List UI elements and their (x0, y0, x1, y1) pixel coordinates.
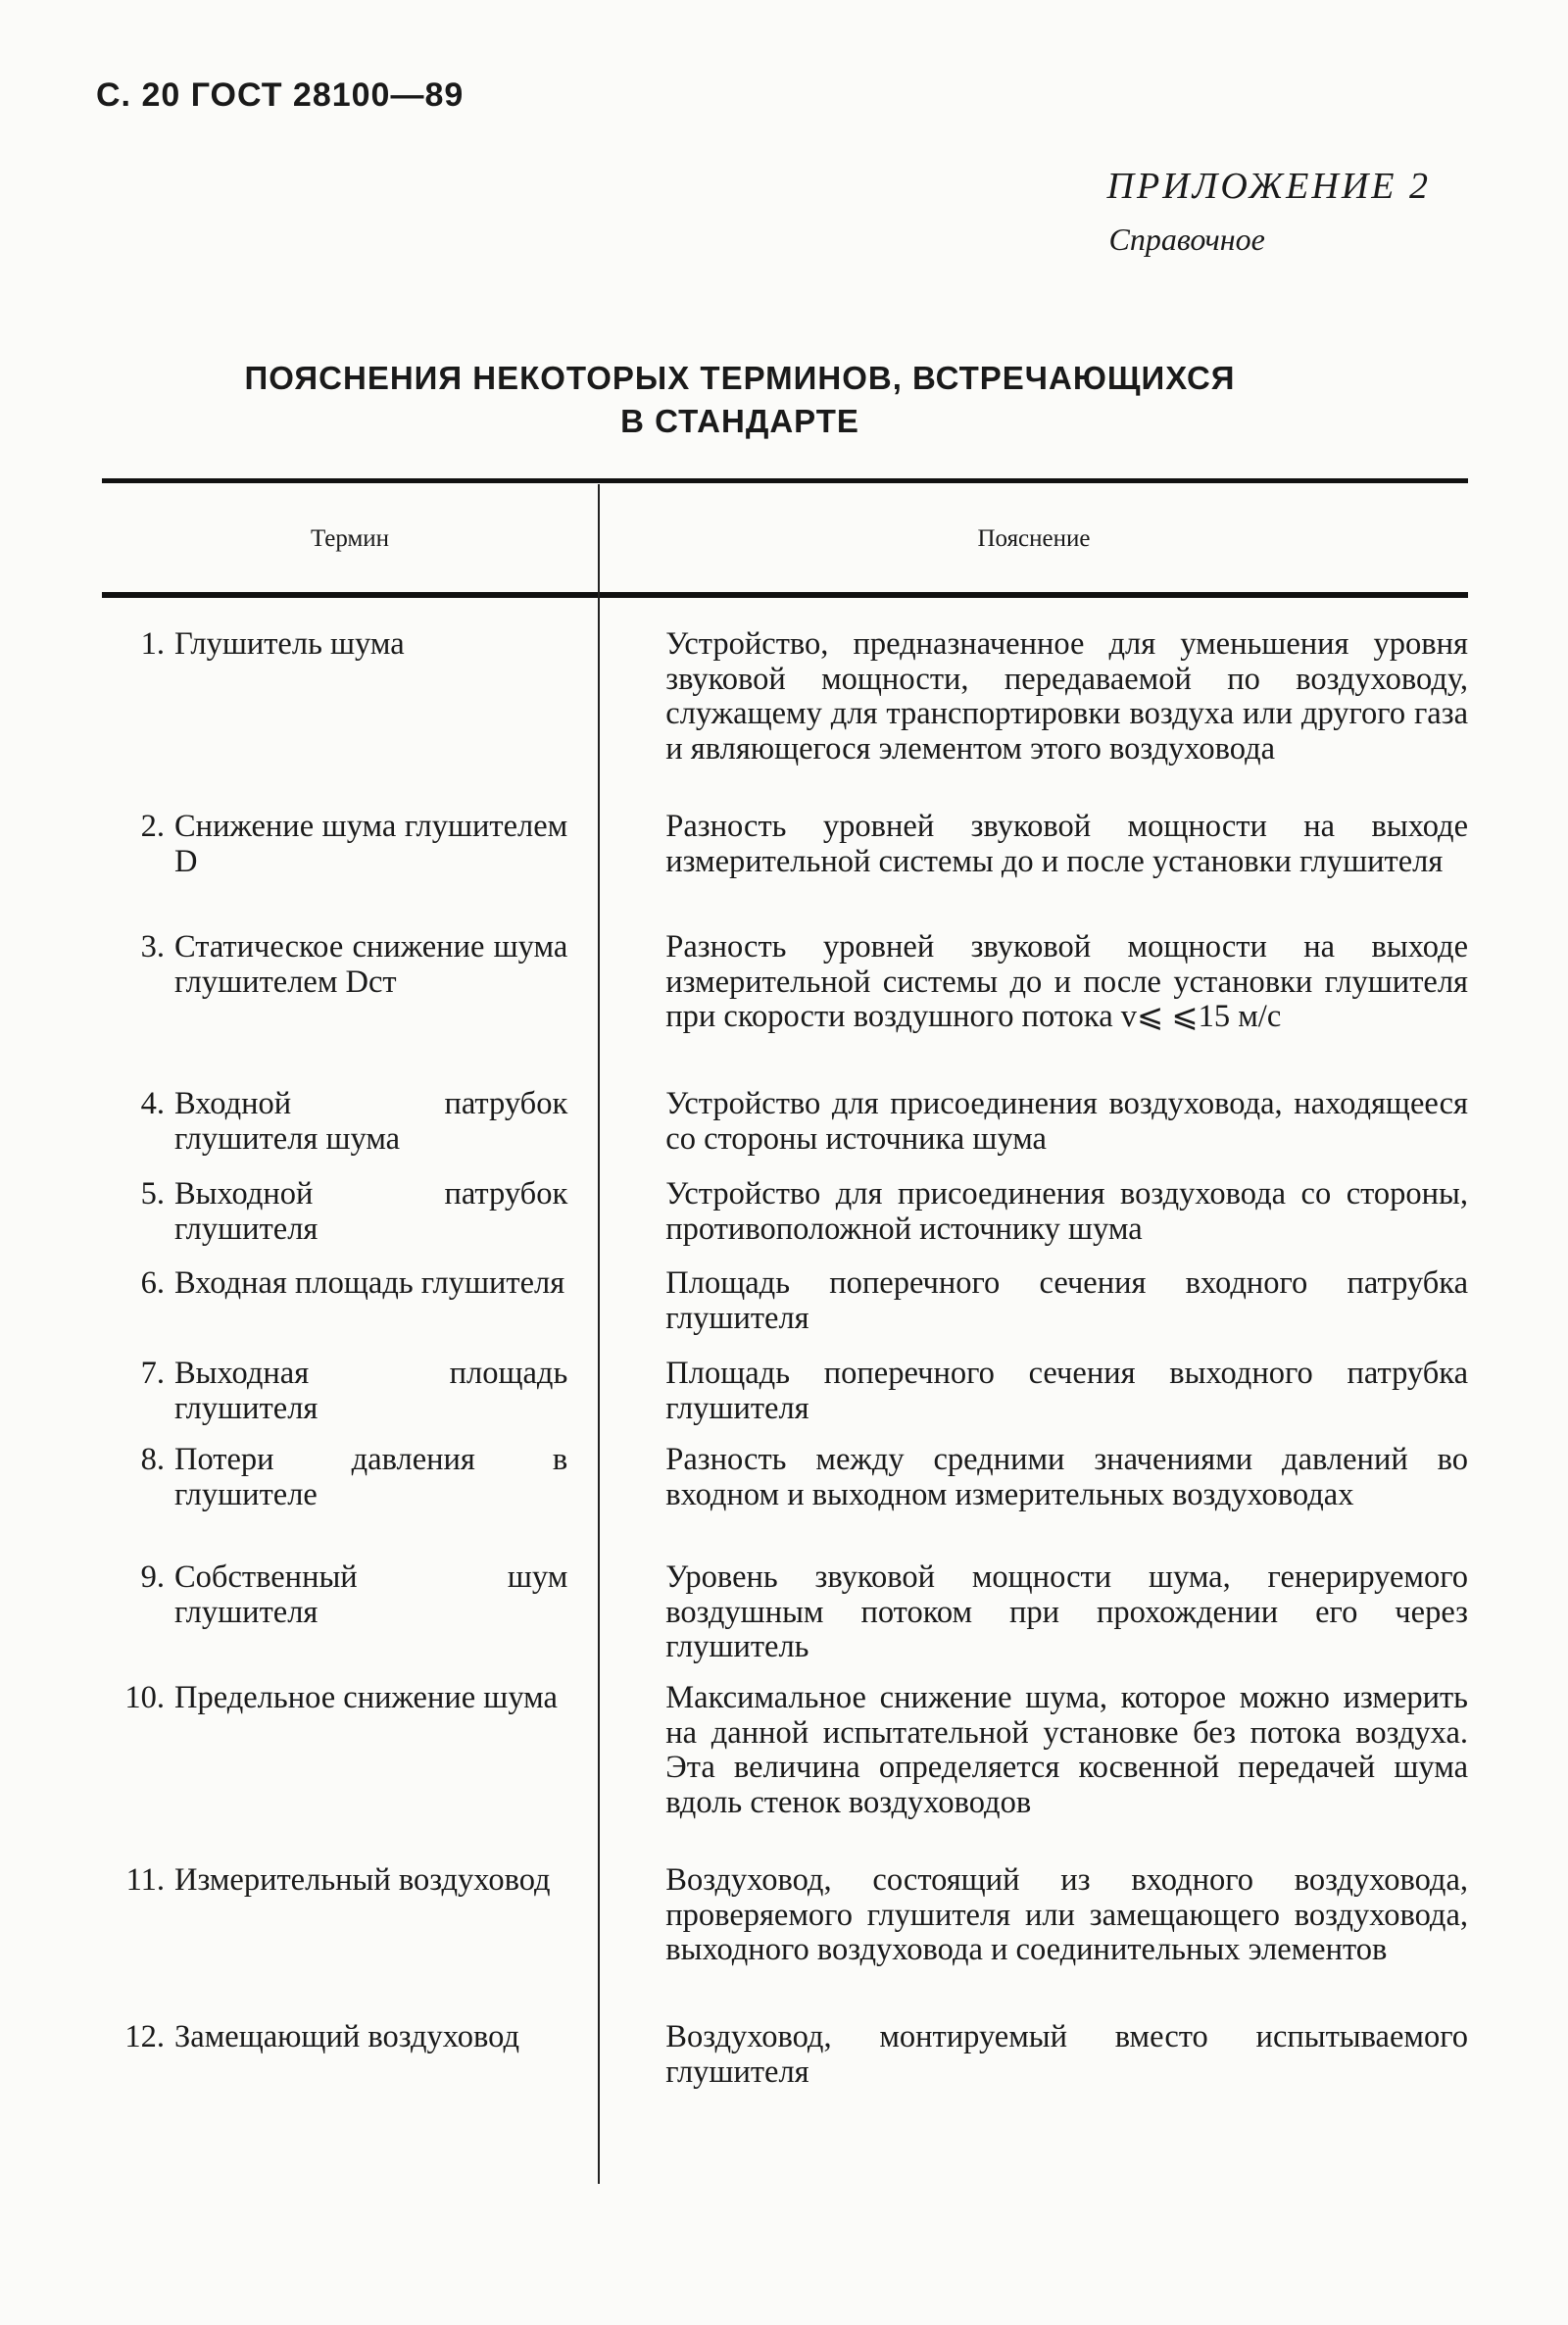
explanation-text: Устройство для присоединения воздуховода со стороны, противоположной источнику шума (665, 1176, 1468, 1247)
table-row (102, 627, 1468, 810)
explanation-cell (665, 2020, 1468, 2090)
term-cell (102, 1560, 597, 1630)
explanation-cell (665, 1087, 1468, 1157)
term-text: Выходная площадь глушителя (174, 1356, 568, 1426)
term-number: 10. (124, 1680, 165, 1715)
term-number: 1. (140, 626, 165, 662)
term-cell (102, 2020, 597, 2055)
terms-table-body (102, 627, 1468, 2108)
explanation-text: Разность уровней звуковой мощности на выходе измерительной системы до и после установки глушителя (665, 809, 1468, 879)
term-number: 4. (140, 1086, 165, 1121)
explanation-text: Разность между средними значениями давлений во входном и выходном измерительных воздуховодах (665, 1442, 1468, 1512)
table-row (102, 1177, 1468, 1266)
term-number: 12. (124, 2019, 165, 2054)
term-text: Собственный шум глушителя (174, 1559, 568, 1630)
term-text: Входной патрубок глушителя шума (174, 1086, 568, 1157)
explanation-text: Площадь поперечного сечения выходного патрубка глушителя (665, 1356, 1468, 1426)
explanation-text: Разность уровней звуковой мощности на выходе измерительной системы до и после установки глушителя при скорости воздушного потока v⩽ ⩽15 м/с (665, 929, 1468, 1034)
appendix-block (1107, 165, 1431, 258)
table-top-rule (102, 478, 1468, 483)
term-cell (102, 930, 597, 1000)
explanation-cell (665, 1863, 1468, 1968)
term-cell (102, 627, 597, 663)
explanation-text: Уровень звуковой мощности шума, генерируемого воздушным потоком при прохождении его через глушитель (665, 1559, 1468, 1664)
table-row (102, 1266, 1468, 1357)
table-row (102, 2020, 1468, 2108)
term-number: 8. (140, 1442, 165, 1477)
explanation-cell (665, 1681, 1468, 1820)
term-text: Глушитель шума (174, 626, 405, 662)
explanation-cell (665, 1443, 1468, 1512)
explanation-text: Воздуховод, состоящий из входного воздуховода, проверяемого глушителя или замещающего воздуховода, выходного воздуховода и соединительных элементов (665, 1862, 1468, 1967)
term-number: 5. (140, 1176, 165, 1212)
table-row (102, 1087, 1468, 1177)
table-row (102, 1443, 1468, 1560)
term-number: 2. (140, 809, 165, 844)
term-text: Снижение шума глушителем D (174, 809, 568, 879)
appendix-subtitle: Справочное (1108, 222, 1265, 257)
term-text: Предельное снижение шума (174, 1680, 558, 1715)
page-header: С. 20 ГОСТ 28100—89 (96, 76, 465, 114)
term-number: 11. (125, 1862, 165, 1898)
explanation-cell (665, 1560, 1468, 1665)
term-text: Замещающий воздуховод (174, 2019, 520, 2054)
term-number: 9. (140, 1559, 165, 1595)
term-cell (102, 1863, 597, 1899)
term-text: Входная площадь глушителя (174, 1265, 565, 1301)
explanation-cell (665, 1357, 1468, 1426)
explanation-text: Максимальное снижение шума, которое можно измерить на данной испытательной установке без потока воздуха. Эта величина определяется косвенной передачей шума вдоль стенок воздуховодов (665, 1680, 1468, 1820)
explanation-cell (665, 1266, 1468, 1336)
term-cell (102, 1177, 597, 1247)
table-row (102, 810, 1468, 930)
table-row (102, 1560, 1468, 1681)
term-cell (102, 1681, 597, 1716)
explanation-text: Устройство для присоединения воздуховода, находящееся со стороны источника шума (665, 1086, 1468, 1157)
table-header-rule (102, 592, 1468, 598)
document-title (137, 357, 1343, 443)
term-text: Потери давления в глушителе (174, 1442, 568, 1512)
term-number: 3. (140, 929, 165, 965)
table-row (102, 1681, 1468, 1863)
term-cell (102, 810, 597, 879)
term-cell (102, 1443, 597, 1512)
appendix-title: ПРИЛОЖЕНИЕ 2 (1106, 166, 1431, 207)
explanation-cell (665, 930, 1468, 1035)
explanation-text: Площадь поперечного сечения входного патрубка глушителя (665, 1265, 1468, 1336)
explanation-cell (665, 1177, 1468, 1247)
document-title-line2: В СТАНДАРТЕ (620, 403, 859, 439)
table-row (102, 1863, 1468, 2020)
explanation-cell (665, 627, 1468, 767)
term-number: 6. (140, 1265, 165, 1301)
term-cell (102, 1266, 597, 1302)
term-cell (102, 1087, 597, 1157)
table-row (102, 1357, 1468, 1443)
term-text: Измерительный воздуховод (174, 1862, 551, 1898)
explanation-cell (665, 810, 1468, 879)
table-row (102, 930, 1468, 1087)
term-number: 7. (140, 1356, 165, 1391)
term-text: Выходной патрубок глушителя (174, 1176, 568, 1247)
explanation-text: Воздуховод, монтируемый вместо испытываемого глушителя (665, 2019, 1468, 2090)
document-title-line1: ПОЯСНЕНИЯ НЕКОТОРЫХ ТЕРМИНОВ, ВСТРЕЧАЮЩИХСЯ (244, 360, 1236, 396)
term-text: Статическое снижение шума глушителем Dст (174, 929, 568, 1000)
term-cell (102, 1357, 597, 1426)
column-header-term: Термин (310, 525, 390, 552)
column-header-explanation: Пояснение (977, 525, 1091, 552)
explanation-text: Устройство, предназначенное для уменьшения уровня звуковой мощности, передаваемой по воздуховоду, служащему для транспортировки воздуха или другого газа и являющегося элементом этого воздуховода (665, 626, 1468, 767)
